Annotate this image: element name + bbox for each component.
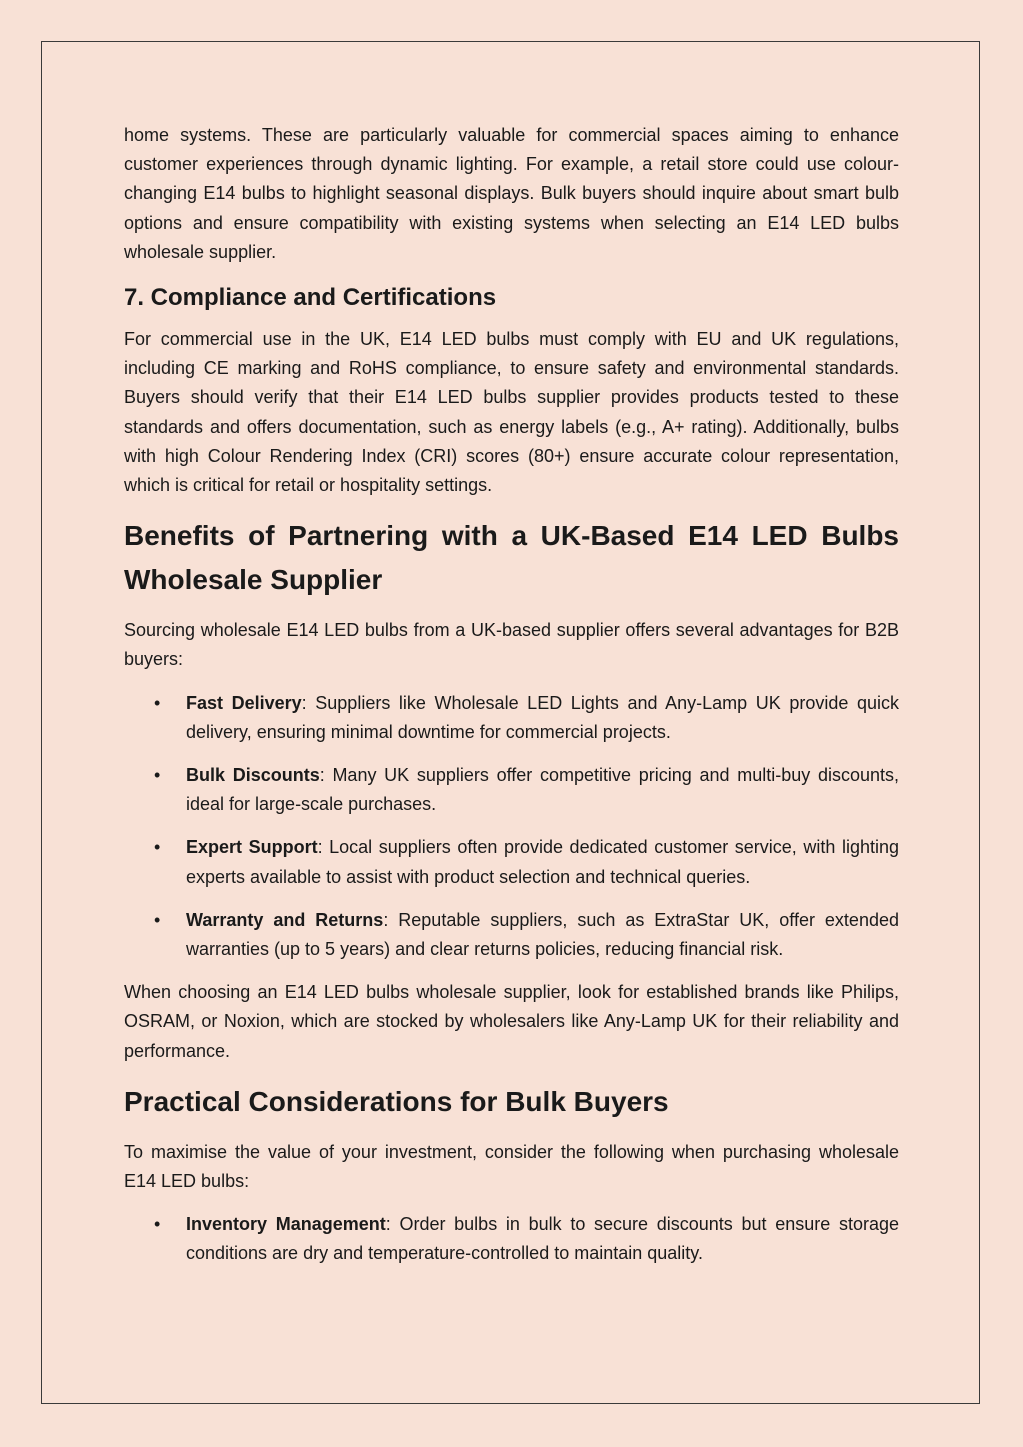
practical-intro: To maximise the value of your investment, consider the following when purchasing wholesale E14 LED bulbs: xyxy=(124,1141,899,1192)
bullet-icon: • xyxy=(154,692,161,713)
practical-heading: Practical Considerations for Bulk Buyers xyxy=(124,1085,669,1117)
list-item-term: Bulk Discounts xyxy=(186,765,320,786)
bullet-icon: • xyxy=(154,765,161,786)
list-item xyxy=(124,689,899,747)
list-item xyxy=(124,833,899,891)
intro-paragraph: home systems. These are particularly valuable for commercial spaces aiming to enhance customer experiences through dynamic lighting. For example, a retail store could use colour-changing E14 bulbs to highlight seasonal displays. Bulk buyers should inquire about smart bulb options and ensure compatibility with existing systems when selecting an E14 LED bulbs wholesale supplier. xyxy=(124,125,899,262)
list-item-text: : Reputable suppliers, such as ExtraStar UK, offer extended warranties (up to 5 years) and clear returns policies, reducing financial risk. xyxy=(186,909,899,960)
bullet-icon: • xyxy=(154,909,161,930)
list-item-term: Warranty and Returns xyxy=(186,909,384,930)
list-item xyxy=(124,906,899,964)
list-item xyxy=(124,1210,899,1268)
compliance-heading: 7. Compliance and Certifications xyxy=(124,284,497,312)
list-item-term: Inventory Management xyxy=(186,1214,386,1235)
list-item xyxy=(124,761,899,819)
list-item-term: Fast Delivery xyxy=(186,692,302,713)
benefits-list xyxy=(124,689,899,965)
list-item-text: : Order bulbs in bulk to secure discounts but ensure storage conditions are dry and temperature-controlled to maintain quality. xyxy=(186,1214,900,1264)
benefits-closing: When choosing an E14 LED bulbs wholesale supplier, look for established brands like Philips, OSRAM, or Noxion, which are stocked by wholesalers like Any-Lamp UK for their reliability and performance. xyxy=(124,982,899,1061)
list-item-text: : Local suppliers often provide dedicated customer service, with lighting experts available to assist with product selection and technical queries. xyxy=(186,837,899,887)
list-item-term: Expert Support xyxy=(186,837,318,858)
bullet-icon: • xyxy=(154,837,161,858)
compliance-paragraph: For commercial use in the UK, E14 LED bulbs must comply with EU and UK regulations, including CE marking and RoHS compliance, to ensure safety and environmental standards. Buyers should verify that their E14 LED bulbs supplier provides products tested to these standards and offers documentation, such as energy labels (e.g., A+ rating). Additionally, bulbs with high Colour Rendering Index (CRI) scores (80+) ensure accurate colour representation, which is critical for retail or hospitality settings. xyxy=(124,329,899,496)
practical-list xyxy=(124,1210,899,1268)
benefits-intro: Sourcing wholesale E14 LED bulbs from a UK-based supplier offers several advantages for B2B buyers: xyxy=(124,620,899,670)
benefits-heading: Benefits of Partnering with a UK-Based E14 LED Bulbs Wholesale Supplier xyxy=(124,520,899,596)
list-item-text: : Suppliers like Wholesale LED Lights and Any-Lamp UK provide quick delivery, ensuring minimal downtime for commercial projects. xyxy=(186,692,899,742)
list-item-text: : Many UK suppliers offer competitive pricing and multi-buy discounts, ideal for large-scale purchases. xyxy=(186,765,899,815)
bullet-icon: • xyxy=(154,1214,161,1235)
document-content xyxy=(124,121,899,1283)
